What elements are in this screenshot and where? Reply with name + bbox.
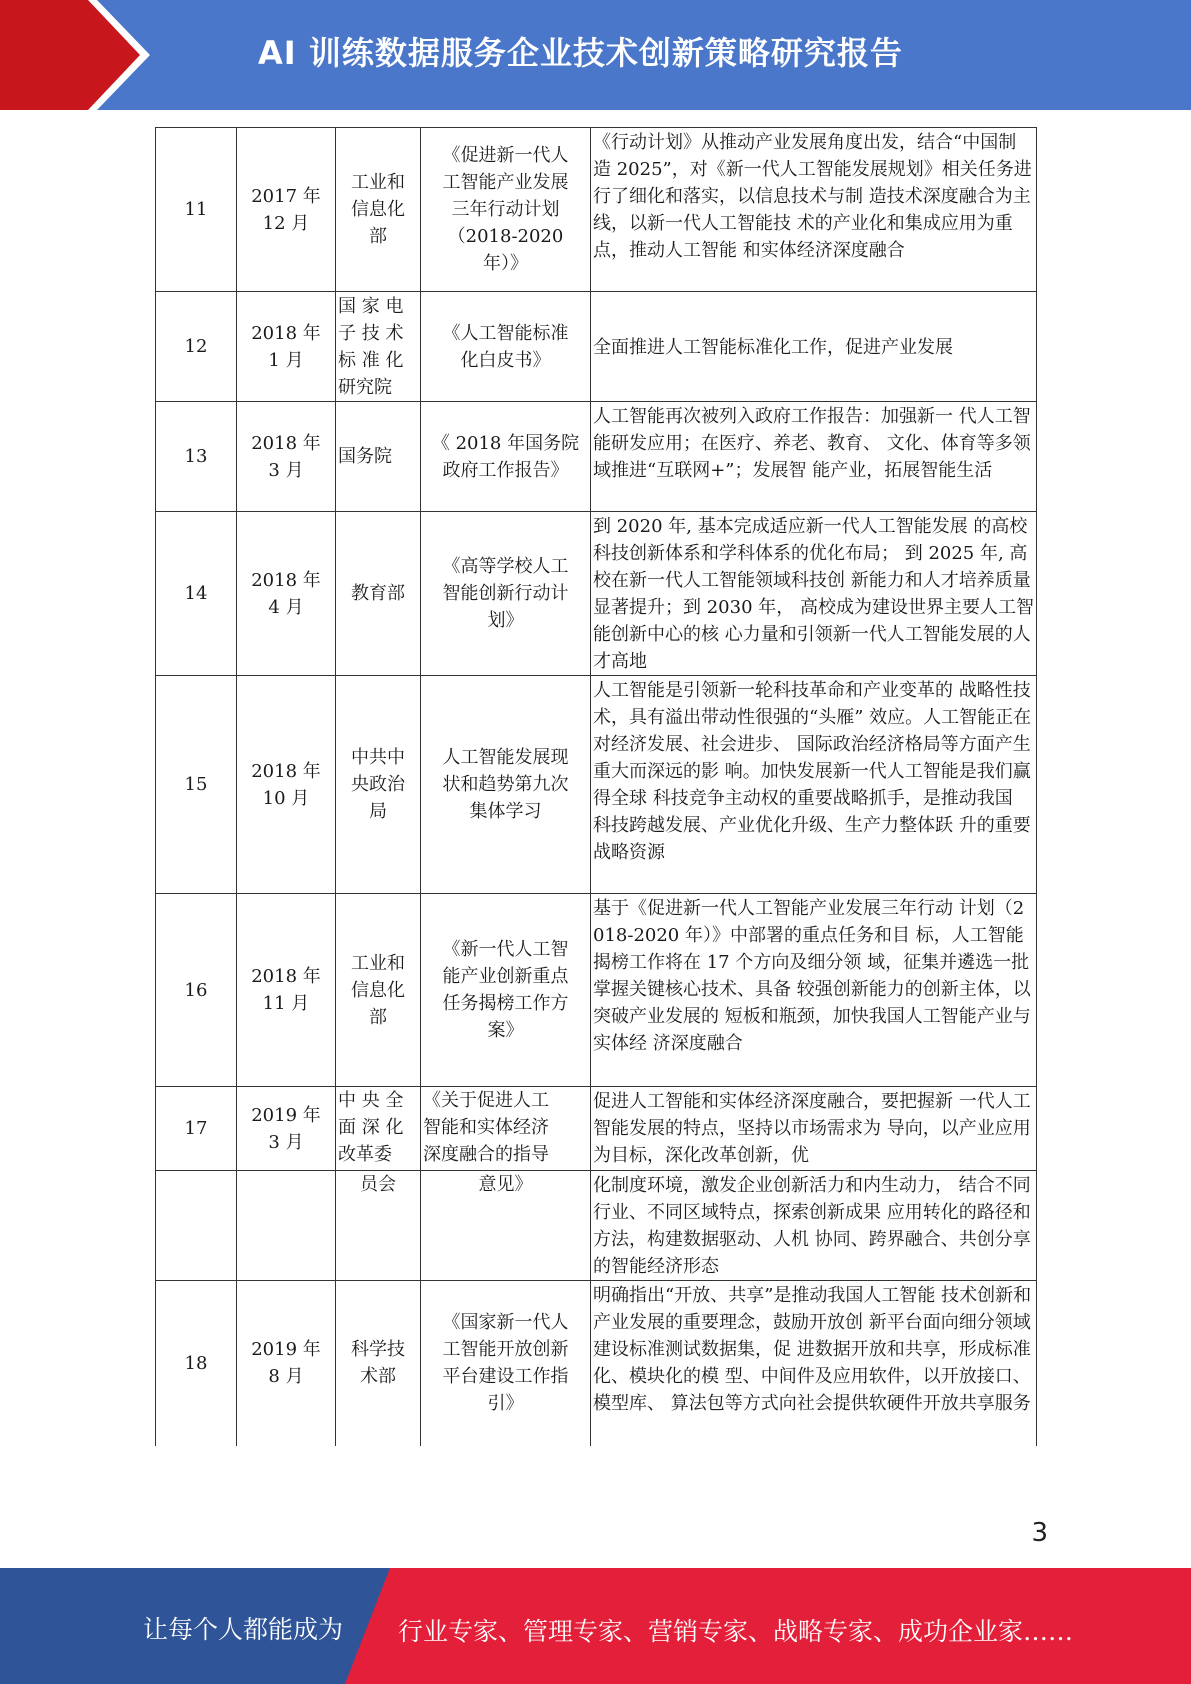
row-date: 2019 年 8 月 bbox=[237, 1281, 336, 1446]
row-org: 国 家 电 子 技 术 标 准 化 研究院 bbox=[336, 292, 421, 402]
row-doc: 人工智能发展现 状和趋势第九次 集体学习 bbox=[421, 676, 591, 894]
row-number: 16 bbox=[156, 894, 237, 1087]
row-doc: 《高等学校人工 智能创新行动计 划》 bbox=[421, 512, 591, 676]
page-header bbox=[0, 0, 1191, 110]
row-doc: 《促进新一代人 工智能产业发展 三年行动计划 （2018-2020 年）》 bbox=[421, 128, 591, 292]
row-desc: 基于《促进新一代人工智能产业发展三年行动 计划（2018-2020 年）》中部署的重点任务和目 标，人工智能揭榜工作将在 17 个方向及细分领 域，征集并遴选一批掌握关键核心技术、具备 较强创新能力的创新主体，以突破产业发展的 短板和瓶颈，加快我国人工智能产业与实体经 济深度融合 bbox=[591, 894, 1037, 1087]
table-row bbox=[156, 292, 1037, 402]
row-number: 15 bbox=[156, 676, 237, 894]
table-row bbox=[156, 1281, 1037, 1446]
policy-table bbox=[155, 127, 1037, 1446]
row-date: 2018 年 4 月 bbox=[237, 512, 336, 676]
footer-slogan-left: 让每个人都能成为 bbox=[143, 1615, 344, 1644]
report-title: AI 训练数据服务企业技术创新策略研究报告 bbox=[258, 34, 903, 72]
row-date: 2018 年 3 月 bbox=[237, 402, 336, 512]
row-doc: 《 2018 年国务院 政府工作报告》 bbox=[421, 402, 591, 512]
row-number: 12 bbox=[156, 292, 237, 402]
footer-slogan-right: 行业专家、管理专家、营销专家、战略专家、成功企业家…… bbox=[398, 1617, 1074, 1646]
row-number: 18 bbox=[156, 1281, 237, 1446]
row-number bbox=[156, 1171, 237, 1281]
row-org: 中 央 全 面 深 化 改革委 bbox=[336, 1087, 421, 1171]
row-org: 国务院 bbox=[336, 402, 421, 512]
row-date bbox=[237, 1171, 336, 1281]
header-red-arrow bbox=[0, 0, 150, 110]
table-row bbox=[156, 894, 1037, 1087]
row-date: 2018 年 1 月 bbox=[237, 292, 336, 402]
row-desc: 到 2020 年, 基本完成适应新一代人工智能发展 的高校科技创新体系和学科体系的优化布局； 到 2025 年, 高校在新一代人工智能领域科技创 新能力和人才培养质量显著提升；到 2030 年， 高校成为建设世界主要人工智能创新中心的核 心力量和引领新一代人工智能发展的人才高地 bbox=[591, 512, 1037, 676]
row-desc: 明确指出“开放、共享”是推动我国人工智能 技术创新和产业发展的重要理念，鼓励开放创 新平台面向细分领域建设标准测试数据集，促 进数据开放和共享，形成标准化、模块化的模 型、中间件及应用软件，以开放接口、模型库、 算法包等方式向社会提供软硬件开放共享服务 bbox=[591, 1281, 1037, 1446]
row-date: 2018 年 10 月 bbox=[237, 676, 336, 894]
row-date: 2018 年 11 月 bbox=[237, 894, 336, 1087]
page-number: 3 bbox=[1031, 1518, 1048, 1548]
row-desc: 全面推进人工智能标准化工作，促进产业发展 bbox=[591, 292, 1037, 402]
row-desc: 化制度环境，激发企业创新活力和内生动力， 结合不同行业、不同区域特点，探索创新成果 应用转化的路径和方法，构建数据驱动、人机 协同、跨界融合、共创分享的智能经济形态 bbox=[591, 1171, 1037, 1281]
row-doc: 意见》 bbox=[421, 1171, 591, 1281]
row-date: 2019 年 3 月 bbox=[237, 1087, 336, 1171]
row-desc: 《行动计划》从推动产业发展角度出发，结合“中国制造 2025”，对《新一代人工智能发展规划》相关任务进行了细化和落实，以信息技术与制 造技术深度融合为主线，以新一代人工智能技 术的产业化和集成应用为重点，推动人工智能 和实体经济深度融合 bbox=[591, 128, 1037, 292]
row-date: 2017 年 12 月 bbox=[237, 128, 336, 292]
row-number: 14 bbox=[156, 512, 237, 676]
row-desc: 人工智能再次被列入政府工作报告：加强新一 代人工智能研发应用；在医疗、养老、教育、 文化、体育等多领域推进“互联网+”；发展智 能产业，拓展智能生活 bbox=[591, 402, 1037, 512]
table-row bbox=[156, 1171, 1037, 1281]
row-number: 13 bbox=[156, 402, 237, 512]
page-footer bbox=[0, 1568, 1191, 1684]
table-row bbox=[156, 512, 1037, 676]
row-doc: 《国家新一代人 工智能开放创新 平台建设工作指 引》 bbox=[421, 1281, 591, 1446]
table-row bbox=[156, 1087, 1037, 1171]
table-row bbox=[156, 402, 1037, 512]
row-org: 工业和 信息化 部 bbox=[336, 894, 421, 1087]
row-doc: 《关于促进人工 智能和实体经济 深度融合的指导 bbox=[421, 1087, 591, 1171]
row-number: 17 bbox=[156, 1087, 237, 1171]
table-row bbox=[156, 676, 1037, 894]
row-number: 11 bbox=[156, 128, 237, 292]
row-org: 教育部 bbox=[336, 512, 421, 676]
row-org: 工业和 信息化 部 bbox=[336, 128, 421, 292]
row-doc: 《新一代人工智 能产业创新重点 任务揭榜工作方 案》 bbox=[421, 894, 591, 1087]
row-doc: 《人工智能标准 化白皮书》 bbox=[421, 292, 591, 402]
row-desc: 促进人工智能和实体经济深度融合，要把握新 一代人工智能发展的特点，坚持以市场需求为 导向，以产业应用为目标，深化改革创新，优 bbox=[591, 1087, 1037, 1171]
policy-table-wrapper bbox=[155, 127, 1036, 1446]
row-org: 员会 bbox=[336, 1171, 421, 1281]
table-row bbox=[156, 128, 1037, 292]
row-org: 中共中 央政治 局 bbox=[336, 676, 421, 894]
row-desc: 人工智能是引领新一轮科技革命和产业变革的 战略性技术，具有溢出带动性很强的“头雁” 效应。人工智能正在对经济发展、社会进步、 国际政治经济格局等方面产生重大而深远的影 响。加快发展新一代人工智能是我们赢得全球 科技竞争主动权的重要战略抓手，是推动我国 科技跨越发展、产业优化升级、生产力整体跃 升的重要战略资源 bbox=[591, 676, 1037, 894]
row-org: 科学技 术部 bbox=[336, 1281, 421, 1446]
